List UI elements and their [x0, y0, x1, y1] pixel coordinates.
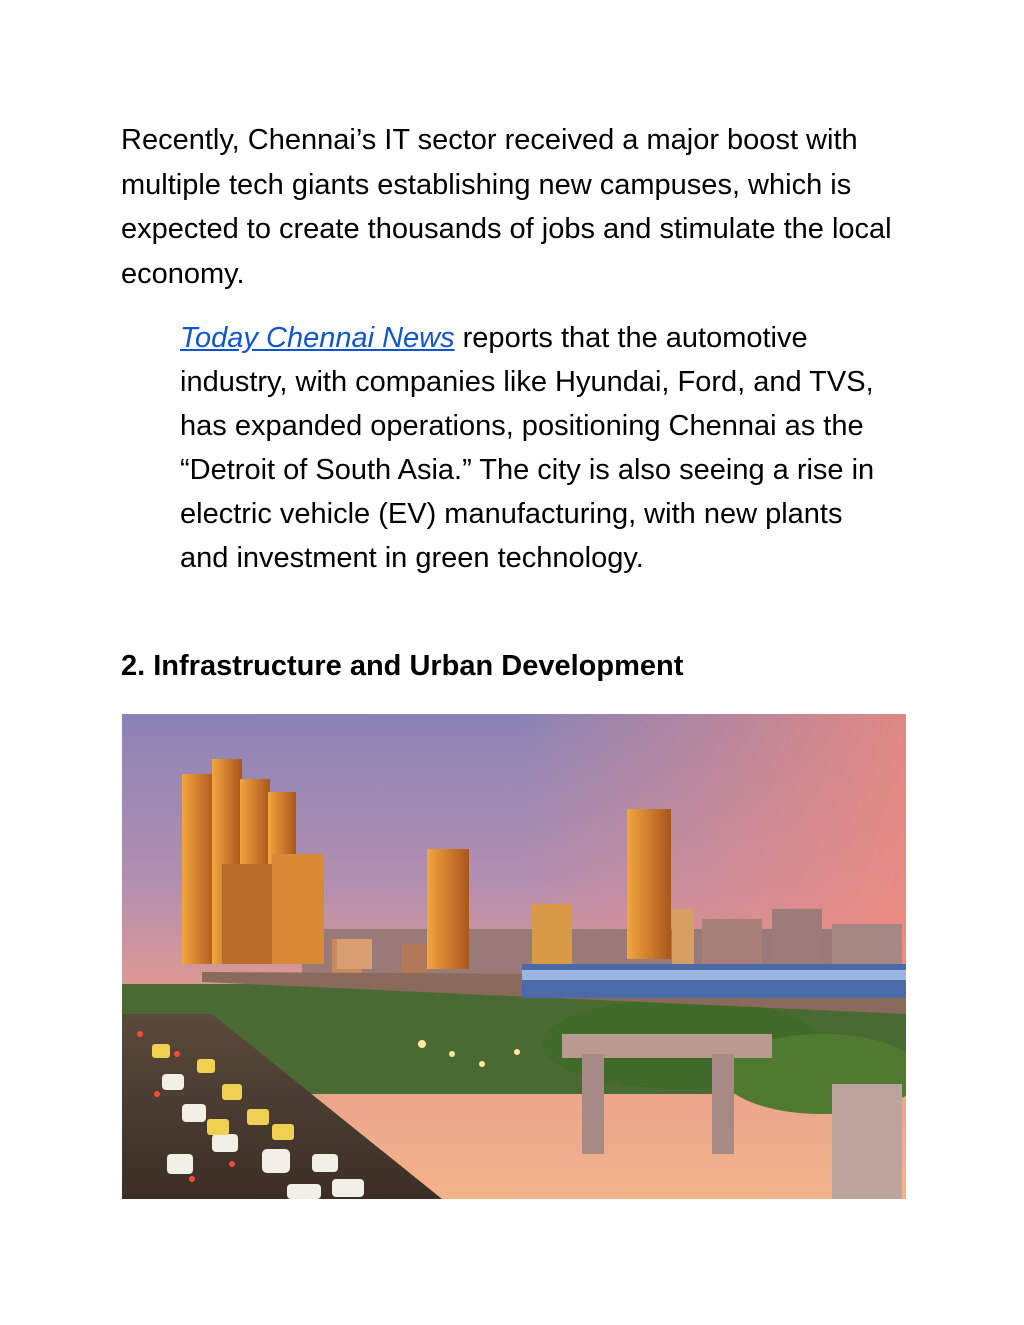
quote-paragraph [180, 316, 890, 580]
quote-text: reports that the automotive industry, with companies like Hyundai, Ford, and TVS, has expanded operations, positioning Chennai as the “Detroit of South Asia.” The city is also seeing a rise in electric vehicle (EV) manufacturing, with new plants and investment in green technology. [180, 322, 875, 574]
intro-paragraph: Recently, Chennai’s IT sector received a major boost with multiple tech giants establishing new campuses, which is expected to create thousands of jobs and stimulate the local economy. [121, 124, 892, 290]
section-heading: 2. Infrastructure and Urban Development [121, 650, 684, 682]
city-skyline-photo [122, 714, 906, 1199]
today-chennai-news-link[interactable]: Today Chennai News [180, 322, 455, 354]
